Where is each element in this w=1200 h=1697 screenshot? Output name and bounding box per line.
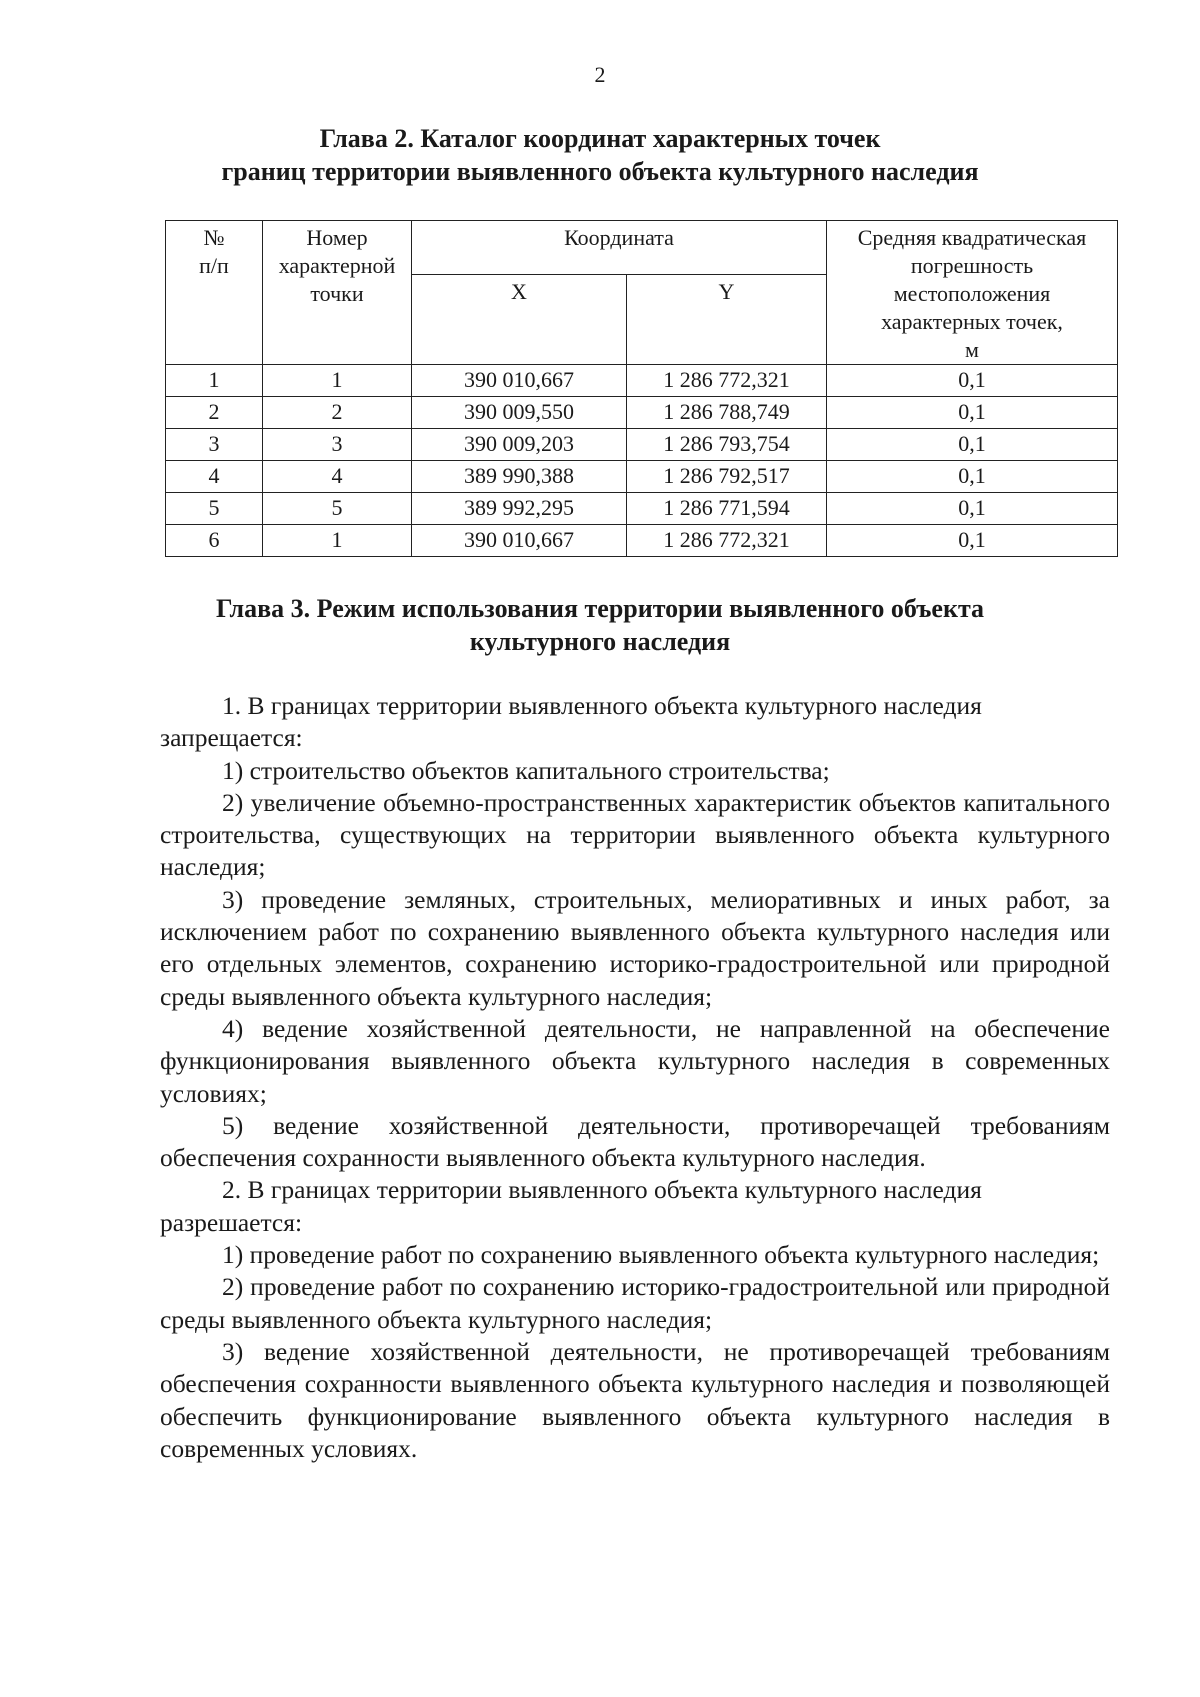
- chapter2-heading: [0, 122, 1200, 188]
- chapter2-title-line1: Глава 2. Каталог координат характерных точек: [319, 124, 881, 153]
- cell-error: 0,1: [827, 397, 1118, 429]
- table-row: [166, 397, 1118, 429]
- header-point: [263, 221, 412, 365]
- table-row: [166, 365, 1118, 397]
- cell-y: 1 286 792,517: [627, 461, 827, 493]
- paragraph: разрешается:: [160, 1207, 303, 1237]
- paragraph: 2. В границах территории выявленного объекта культурного наследия: [222, 1175, 982, 1205]
- cell-point: 3: [263, 429, 412, 461]
- cell-x: 390 010,667: [412, 525, 627, 557]
- header-num-line: №: [203, 225, 225, 250]
- chapter3-heading: [0, 592, 1200, 658]
- header-num: [166, 221, 263, 365]
- header-error-line: характерных точек,: [881, 309, 1063, 334]
- table-row: [166, 461, 1118, 493]
- cell-x: 389 990,388: [412, 461, 627, 493]
- header-y: Y: [627, 275, 827, 365]
- cell-point: 4: [263, 461, 412, 493]
- cell-error: 0,1: [827, 365, 1118, 397]
- cell-y: 1 286 771,594: [627, 493, 827, 525]
- paragraph: 3) ведение хозяйственной деятельности, не противоречащей требованиям обеспечения сохранности выявленного объекта культурного наследия и позволяющей обеспечить функционирование выявленного объекта культурного наследия в современных условиях.: [160, 1336, 1110, 1463]
- header-point-line: Номер: [306, 225, 368, 250]
- coordinates-table: [165, 220, 1118, 557]
- chapter3-body: [160, 690, 1110, 1465]
- header-error-line: Средняя квадратическая: [857, 225, 1087, 250]
- header-coordinate: Координата: [412, 221, 827, 275]
- page-number: 2: [594, 62, 606, 87]
- paragraph: 1) проведение работ по сохранению выявленного объекта культурного наследия;: [222, 1240, 1100, 1270]
- cell-error: 0,1: [827, 525, 1118, 557]
- chapter2-title-line2: границ территории выявленного объекта культурного наследия: [221, 157, 979, 186]
- table-row: [166, 493, 1118, 525]
- cell-num: 2: [166, 397, 263, 429]
- paragraph: 2) проведение работ по сохранению историко-градостроительной или природной среды выявленного объекта культурного наследия;: [160, 1272, 1110, 1334]
- cell-x: 389 992,295: [412, 493, 627, 525]
- cell-point: 1: [263, 525, 412, 557]
- cell-error: 0,1: [827, 429, 1118, 461]
- paragraph: 2) увеличение объемно-пространственных характеристик объектов капитального строительства, существующих на территории выявленного объекта культурного наследия;: [160, 787, 1110, 882]
- cell-y: 1 286 788,749: [627, 397, 827, 429]
- header-point-line: точки: [310, 281, 364, 306]
- cell-num: 4: [166, 461, 263, 493]
- paragraph: запрещается:: [160, 723, 303, 753]
- cell-point: 2: [263, 397, 412, 429]
- cell-point: 1: [263, 365, 412, 397]
- chapter3-title-line1: Глава 3. Режим использования территории выявленного объекта: [215, 594, 985, 623]
- paragraph: 4) ведение хозяйственной деятельности, не направленной на обеспечение функционирования выявленного объекта культурного наследия в современных условиях;: [160, 1013, 1110, 1108]
- paragraph: 1) строительство объектов капитального строительства;: [222, 755, 830, 785]
- cell-error: 0,1: [827, 493, 1118, 525]
- cell-x: 390 009,203: [412, 429, 627, 461]
- cell-x: 390 010,667: [412, 365, 627, 397]
- header-error-line: местоположения: [893, 281, 1051, 306]
- cell-x: 390 009,550: [412, 397, 627, 429]
- paragraph: 5) ведение хозяйственной деятельности, противоречащей требованиям обеспечения сохранности выявленного объекта культурного наследия.: [160, 1110, 1110, 1173]
- cell-num: 1: [166, 365, 263, 397]
- cell-num: 5: [166, 493, 263, 525]
- table-row: [166, 525, 1118, 557]
- header-error-line: погрешность: [910, 253, 1034, 278]
- cell-y: 1 286 772,321: [627, 525, 827, 557]
- header-error-line: м: [965, 337, 979, 362]
- header-x: X: [412, 275, 627, 365]
- cell-y: 1 286 793,754: [627, 429, 827, 461]
- cell-point: 5: [263, 493, 412, 525]
- header-error: [827, 221, 1118, 365]
- paragraph: 1. В границах территории выявленного объекта культурного наследия: [222, 691, 982, 720]
- table-row: [166, 429, 1118, 461]
- chapter3-title-line2: культурного наследия: [469, 627, 731, 656]
- cell-error: 0,1: [827, 461, 1118, 493]
- table-header-row: [166, 221, 1118, 275]
- cell-num: 6: [166, 525, 263, 557]
- cell-y: 1 286 772,321: [627, 365, 827, 397]
- paragraph: 3) проведение земляных, строительных, мелиоративных и иных работ, за исключением работ по сохранению выявленного объекта культурного наследия или его отдельных элементов, сохранению историко-градостроительной или природной среды выявленного объекта культурного наследия;: [160, 884, 1110, 1011]
- header-num-line: п/п: [199, 253, 229, 278]
- cell-num: 3: [166, 429, 263, 461]
- header-point-line: характерной: [278, 253, 396, 278]
